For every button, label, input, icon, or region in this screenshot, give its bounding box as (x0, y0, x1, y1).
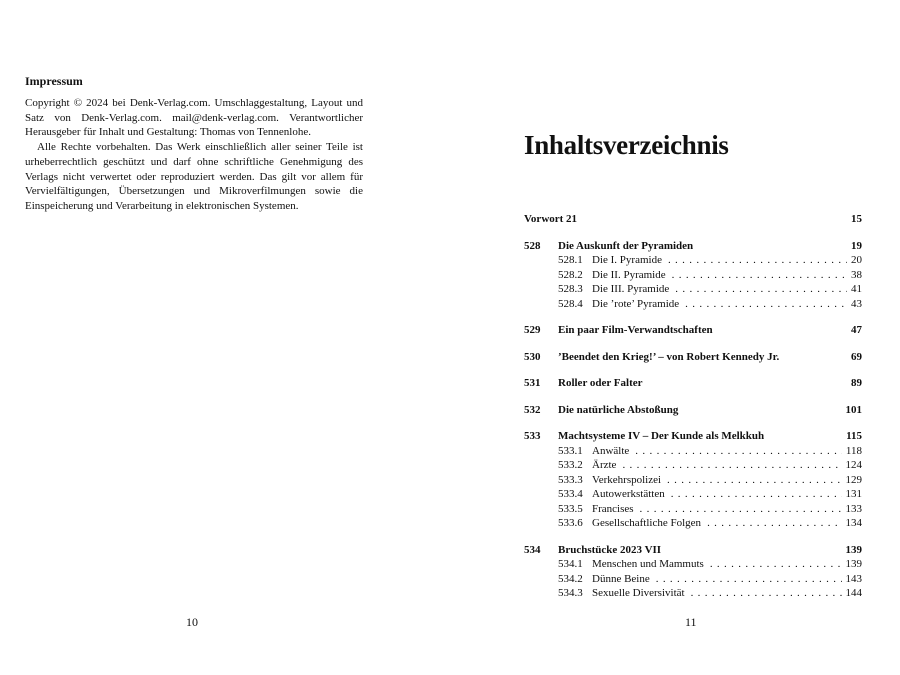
toc-entry-page: 139 (845, 543, 862, 556)
toc-entry-page: 124 (845, 459, 862, 471)
impressum-text (25, 96, 363, 214)
toc-entry-sub (524, 557, 862, 572)
toc-entry-title: Vorwort 21 (524, 213, 578, 225)
table-of-contents (524, 212, 862, 601)
toc-entry-page: 19 (851, 239, 862, 252)
toc-heading: Inhaltsverzeichnis (524, 130, 729, 160)
dot-leader (704, 557, 842, 572)
toc-entry-page: 143 (845, 572, 862, 585)
dot-leader (661, 473, 841, 488)
toc-entry-title: Sexuelle Diversivität (592, 587, 685, 599)
toc-entry-main (524, 323, 862, 338)
toc-entry-title: Die I. Pyramide (592, 254, 662, 266)
toc-entry-sub (524, 473, 862, 488)
page-number-left: 10 (186, 615, 198, 629)
toc-entry-title: Ärzte (592, 459, 617, 471)
toc-entry-sub (524, 502, 862, 517)
dot-leader (650, 572, 842, 587)
toc-entry-title: Die ’rote’ Pyramide (592, 297, 680, 310)
toc-entry-sub (524, 458, 862, 473)
toc-entry-number: 528.1 (558, 254, 583, 266)
dot-leader (679, 297, 847, 312)
toc-entry-title: Francises (592, 502, 634, 515)
toc-entry-sub (524, 297, 862, 312)
toc-entry-sub (524, 586, 862, 601)
toc-entry-number: 533.2 (558, 459, 583, 471)
toc-entry-title: Machtsysteme IV – Der Kunde als Melkkuh (558, 430, 765, 442)
impressum-paragraph-2: Alle Rechte vorbehalten. Das Werk einschließlich aller seiner Teile ist urheberrechtlich geschützt und darf ohne schriftliche Genehmigung des Verlags nicht verwertet oder reproduziert werden. Das gilt vor allem für Vervielfältigungen, Übersetzungen und Mikroverfilmungen sowie die Einspeicherung und Verarbeitung in elektronischen Systemen. (25, 141, 363, 212)
dot-leader (665, 487, 842, 502)
toc-entry-number: 528.4 (558, 297, 583, 310)
toc-entry-title: Menschen und Mammuts (592, 558, 704, 570)
dot-leader (616, 458, 841, 473)
toc-entry-number: 529 (524, 324, 541, 336)
toc-entry-page: 47 (851, 324, 862, 336)
toc-entry-sub (524, 444, 862, 459)
toc-entry-number: 533 (524, 430, 541, 442)
toc-entry-page: 89 (851, 377, 862, 389)
toc-entry-number: 534.2 (558, 572, 583, 585)
toc-entry-page: 131 (845, 488, 862, 500)
toc-entry-number: 533.4 (558, 488, 583, 500)
impressum-paragraph-1: Copyright © 2024 bei Denk-Verlag.com. Umschlaggestaltung, Layout und Satz von Denk-Verlag.com. mail@denk-verlag.com. Verantwortlicher Herausgeber für Inhalt und Gestaltung: Thomas von Tennenlohe. (25, 97, 363, 139)
toc-entry-sub (524, 268, 862, 283)
toc-entry-page: 144 (845, 587, 862, 599)
toc-entry-main (524, 239, 862, 254)
toc-entry-title: Die II. Pyramide (592, 268, 666, 281)
toc-entry-page: 38 (851, 268, 862, 281)
toc-entry-title: Dünne Beine (592, 572, 650, 585)
toc-entry-sub (524, 572, 862, 587)
toc-entry-number: 530 (524, 350, 541, 363)
toc-entry-page: 43 (851, 297, 862, 310)
toc-entry-main (524, 212, 862, 227)
toc-entry-main (524, 543, 862, 558)
toc-entry-sub (524, 516, 862, 531)
toc-entry-title: Die natürliche Abstoßung (558, 403, 679, 416)
toc-entry-main (524, 429, 862, 444)
toc-entry-number: 533.3 (558, 473, 583, 486)
dot-leader (629, 444, 842, 459)
toc-entry-number: 532 (524, 403, 541, 416)
toc-entry-number: 533.1 (558, 444, 583, 457)
toc-entry-title: Die III. Pyramide (592, 283, 670, 295)
toc-entry-title: Ein paar Film-Verwandtschaften (558, 324, 713, 336)
toc-entry-title: Verkehrspolizei (592, 473, 662, 486)
toc-entry-page: 20 (851, 254, 862, 266)
toc-entry-page: 129 (845, 473, 862, 486)
toc-entry-number: 534.3 (558, 587, 583, 599)
toc-entry-number: 533.6 (558, 517, 583, 529)
toc-entry-title: Roller oder Falter (558, 377, 643, 389)
toc-entry-page: 41 (851, 283, 862, 295)
toc-entry-title: Autowerkstätten (592, 488, 665, 500)
toc-entry-page: 101 (845, 403, 862, 416)
dot-leader (662, 253, 847, 268)
toc-entry-title: Gesellschaftliche Folgen (592, 517, 702, 529)
dot-leader (701, 516, 841, 531)
toc-entry-number: 531 (524, 377, 541, 389)
toc-entry-page: 118 (845, 444, 862, 457)
dot-leader (669, 282, 847, 297)
toc-entry-page: 139 (845, 558, 862, 570)
toc-entry-sub (524, 487, 862, 502)
toc-entry-number: 534.1 (558, 558, 583, 570)
toc-entry-number: 534 (524, 543, 541, 556)
toc-entry-title: Bruchstücke 2023 VII (558, 543, 662, 556)
right-page (450, 0, 900, 675)
toc-entry-main (524, 403, 862, 418)
toc-entry-number: 533.5 (558, 502, 583, 515)
impressum-heading: Impressum (25, 74, 83, 88)
page-number-right: 11 (685, 615, 697, 629)
toc-entry-number: 528 (524, 239, 541, 252)
toc-entry-page: 133 (845, 502, 862, 515)
toc-entry-main (524, 376, 862, 391)
toc-entry-number: 528.3 (558, 283, 583, 295)
toc-entry-sub (524, 253, 862, 268)
dot-leader (685, 586, 842, 601)
toc-entry-page: 115 (846, 430, 862, 442)
toc-entry-title: ’Beendet den Krieg!’ – von Robert Kennedy Jr. (558, 350, 780, 363)
toc-entry-main (524, 350, 862, 365)
toc-entry-number: 528.2 (558, 268, 583, 281)
toc-entry-page: 69 (851, 350, 862, 363)
toc-entry-sub (524, 282, 862, 297)
dot-leader (666, 268, 847, 283)
toc-entry-page: 134 (845, 517, 862, 529)
toc-entry-title: Anwälte (592, 444, 630, 457)
toc-entry-page: 15 (851, 213, 862, 225)
dot-leader (634, 502, 842, 517)
toc-entry-title: Die Auskunft der Pyramiden (558, 239, 694, 252)
